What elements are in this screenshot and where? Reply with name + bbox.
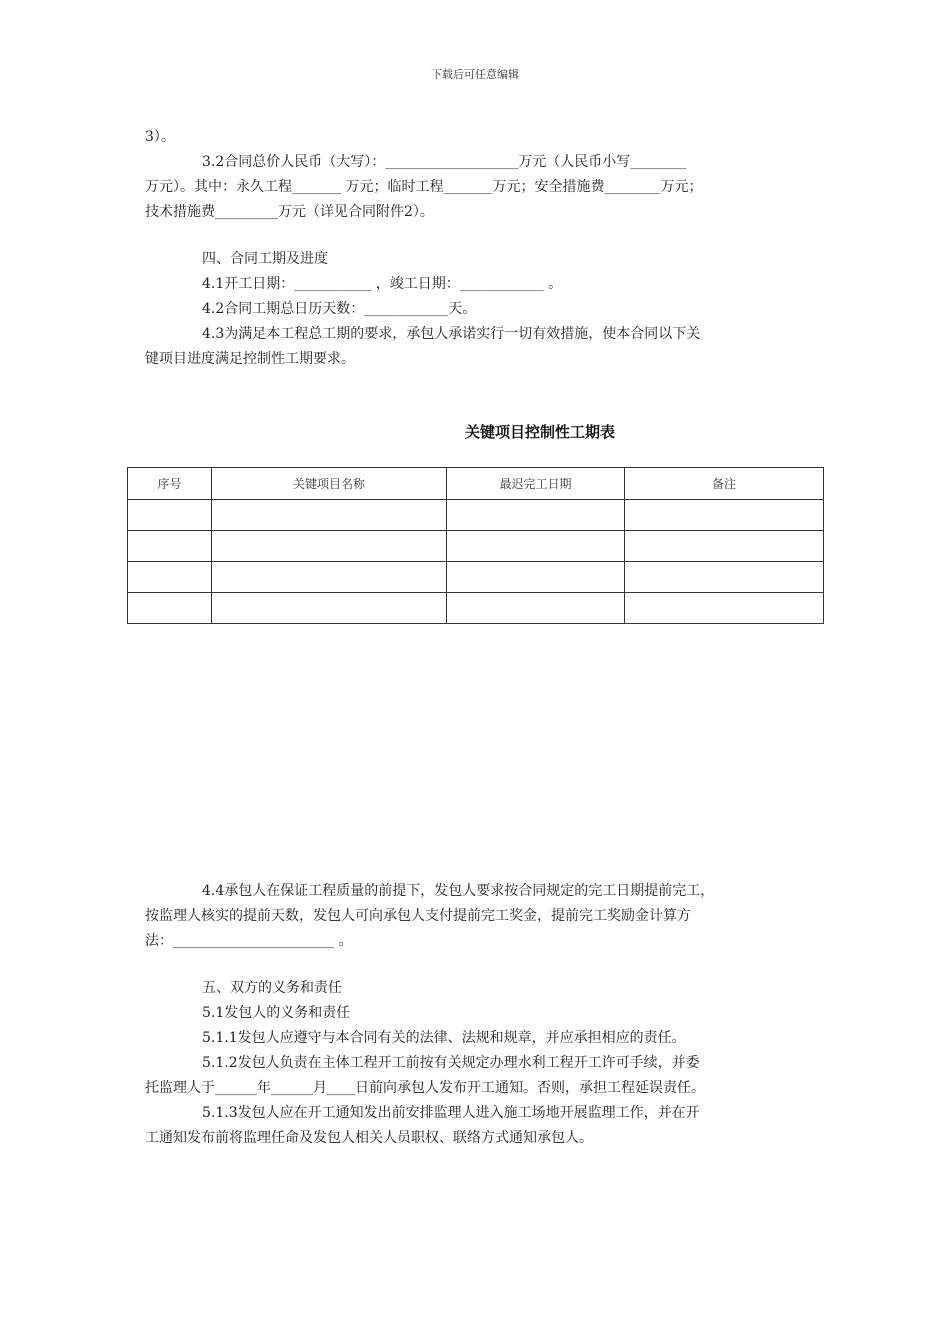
table-cell [625,531,824,562]
section-heading: 四、合同工期及进度 [202,251,328,267]
table-cell [128,531,212,562]
page-header-note: 下载后可任意编辑 [431,68,519,81]
table-row [128,562,824,593]
table-cell [128,593,212,624]
table-cell [212,500,447,531]
table-cell [625,593,824,624]
paragraph-line: 技术措施费_________万元（详见合同附件2）。 [145,204,434,220]
col-header-project-name: 关键项目名称 [212,468,447,500]
section-heading: 五、双方的义务和责任 [202,980,342,996]
table-cell [447,562,625,593]
paragraph-line: 4.4承包人在保证工程质量的前提下，发包人要求按合同规定的完工日期提前完工， [202,883,715,899]
table-cell [212,531,447,562]
paragraph-line: 键项目进度满足控制性工期要求。 [145,351,355,367]
paragraph-line: 4.1开工日期：___________ ，竣工日期：____________ 。 [202,276,563,292]
key-project-schedule-table [127,467,824,624]
col-header-latest-completion-date: 最迟完工日期 [447,468,625,500]
table-cell [212,562,447,593]
table-row [128,500,824,531]
table-cell [625,500,824,531]
paragraph-line: 5.1发包人的义务和责任 [202,1005,351,1021]
paragraph-line: 托监理人于______年______月____日前向承包人发布开工通知。否则，承担工程延误责任。 [145,1080,705,1096]
table-cell [447,531,625,562]
paragraph-line: 5.1.2发包人负责在主体工程开工前按有关规定办理水利工程开工许可手续，并委 [202,1055,700,1071]
table-cell [447,500,625,531]
paragraph-line: 3.2合同总价人民币（大写）：___________________万元（人民币小写________ [202,154,687,170]
paragraph-line: 工通知发布前将监理任命及发包人相关人员职权、联络方式通知承包人。 [145,1130,593,1146]
paragraph-line: 5.1.1发包人应遵守与本合同有关的法律、法规和规章，并应承担相应的责任。 [202,1030,686,1046]
table-title: 关键项目控制性工期表 [464,423,615,441]
col-header-remarks: 备注 [625,468,824,500]
paragraph-line: 5.1.3发包人应在开工通知发出前安排监理人进入施工场地开展监理工作，并在开 [202,1105,700,1121]
paragraph-line: 法：_______________________ 。 [145,933,353,949]
paragraph-line: 万元）。其中：永久工程_______ 万元；临时工程_______万元；安全措施费________万元； [145,179,703,195]
table-row [128,593,824,624]
table-cell [128,562,212,593]
col-header-index: 序号 [128,468,212,500]
table-cell [128,500,212,531]
paragraph-line: 3）。 [145,129,175,145]
table-cell [625,562,824,593]
paragraph-line: 4.2合同工期总日历天数：____________天。 [202,301,477,317]
table-cell [447,593,625,624]
paragraph-line: 4.3为满足本工程总工期的要求，承包人承诺实行一切有效措施，使本合同以下关 [202,326,701,342]
table-cell [212,593,447,624]
table-row [128,531,824,562]
table-header-row [128,468,824,500]
paragraph-line: 按监理人核实的提前天数，发包人可向承包人支付提前完工奖金，提前完工奖励金计算方 [145,908,691,924]
